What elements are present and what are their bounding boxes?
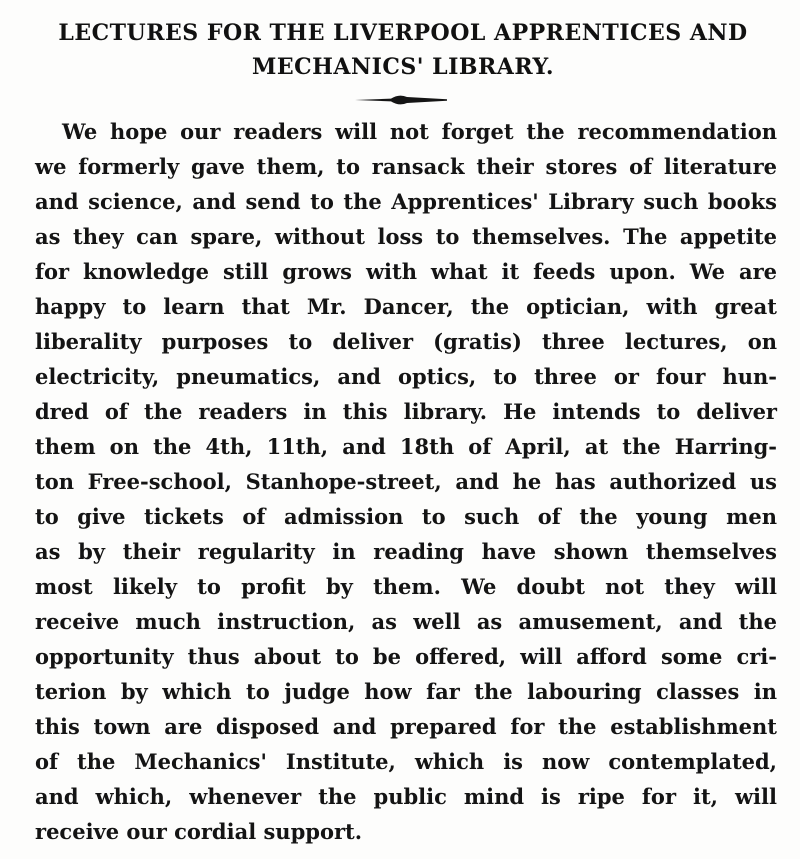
article-line: and science, and send to the Apprentices' Library such books [35,189,777,214]
article-line: happy to learn that Mr. Dancer, the optician, with great [35,294,777,319]
article-line: receive our cordial support. [35,819,363,844]
article-line: most likely to profit by them. We doubt not they will [35,574,777,599]
article-line: as they can spare, without loss to themselves. The appetite [35,224,777,249]
article-line: terion by which to judge how far the labouring classes in [35,679,777,704]
article-line: them on the 4th, 11th, and 18th of April, at the Harring- [35,434,777,459]
article-line: as by their regularity in reading have shown themselves [35,539,777,564]
article-line: We hope our readers will not forget the recommendation [62,119,777,144]
ornamental-rule-icon [353,93,449,107]
article-line: for knowledge still grows with what it feeds upon. We are [35,259,777,284]
article-line: we formerly gave them, to ransack their stores of literature [35,154,777,179]
article-line: liberality purposes to deliver (gratis) three lectures, on [35,329,777,354]
article-line: dred of the readers in this library. He intends to deliver [35,399,777,424]
article-line: opportunity thus about to be offered, will afford some cri- [35,644,777,669]
article-line: this town are disposed and prepared for the establishment [35,714,777,739]
article-line: receive much instruction, as well as amusement, and the [35,609,777,634]
article-line: of the Mechanics' Institute, which is now contemplated, [35,749,777,774]
article-line: electricity, pneumatics, and optics, to three or four hun- [35,364,777,389]
article-line: ton Free-school, Stanhope-street, and he has authorized us [35,469,777,494]
headline-line-2: MECHANICS' LIBRARY. [251,54,555,80]
headline-line-1: LECTURES FOR THE LIVERPOOL APPRENTICES AND [58,20,748,46]
article-line: and which, whenever the public mind is ripe for it, will [35,784,777,809]
article-line: to give tickets of admission to such of the young men [35,504,777,529]
